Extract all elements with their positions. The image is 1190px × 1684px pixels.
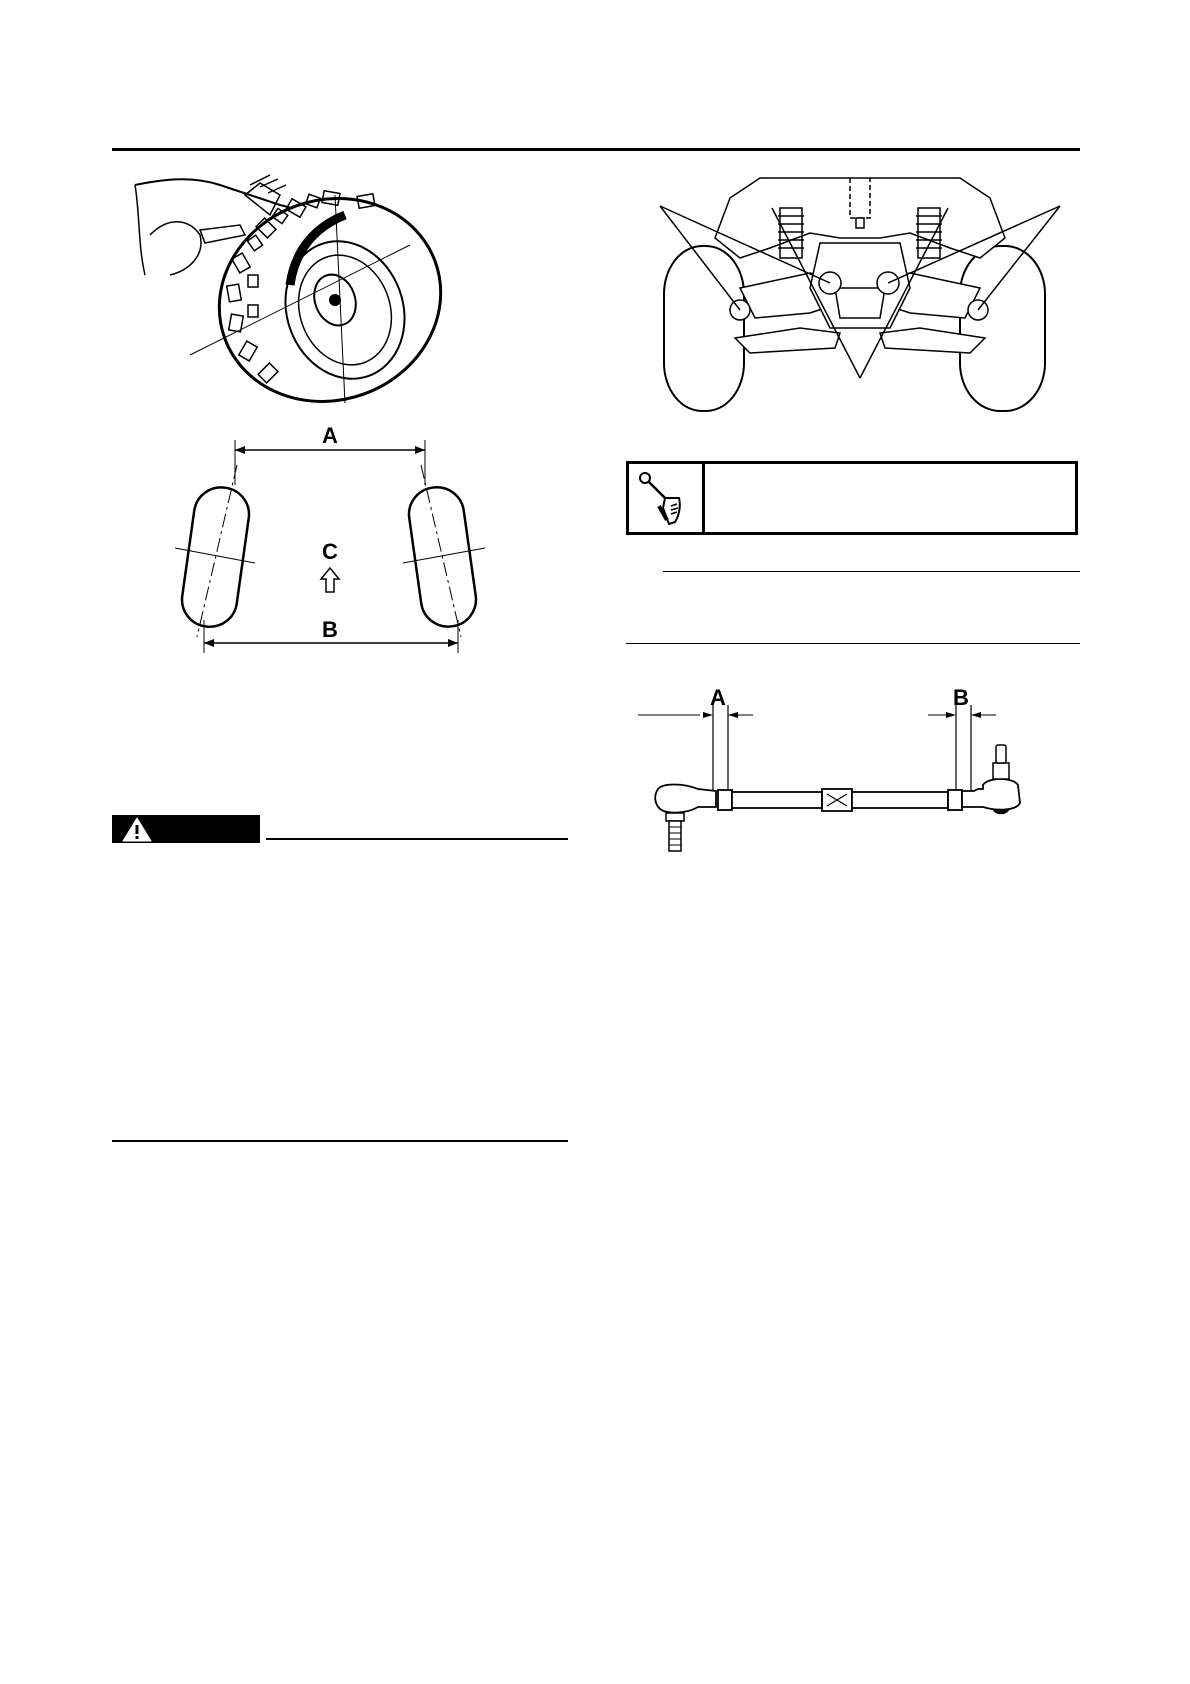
forward-arrow-icon	[321, 568, 339, 592]
torque-spec-box	[626, 461, 1078, 535]
note-top-rule	[663, 571, 1080, 572]
front-suspension-illustration	[660, 178, 1060, 413]
header-rule	[112, 148, 1080, 151]
warning-triangle-icon	[122, 817, 152, 842]
dimension-label-b: B	[953, 685, 969, 710]
torque-wrench-icon	[635, 468, 695, 528]
toe-in-diagram	[175, 425, 495, 655]
dimension-label-a: A	[710, 685, 726, 710]
warning-rule	[266, 838, 568, 840]
dimension-label-a: A	[322, 423, 338, 448]
warning-bar	[112, 815, 260, 843]
note-bottom-rule	[626, 643, 1080, 644]
tool-icon-cell	[629, 464, 705, 532]
tie-rod-diagram	[628, 685, 1028, 885]
tire-illustration	[130, 175, 450, 405]
direction-label-c: C	[322, 539, 338, 564]
warning-end-rule	[112, 1140, 568, 1142]
dimension-label-b: B	[322, 617, 338, 642]
